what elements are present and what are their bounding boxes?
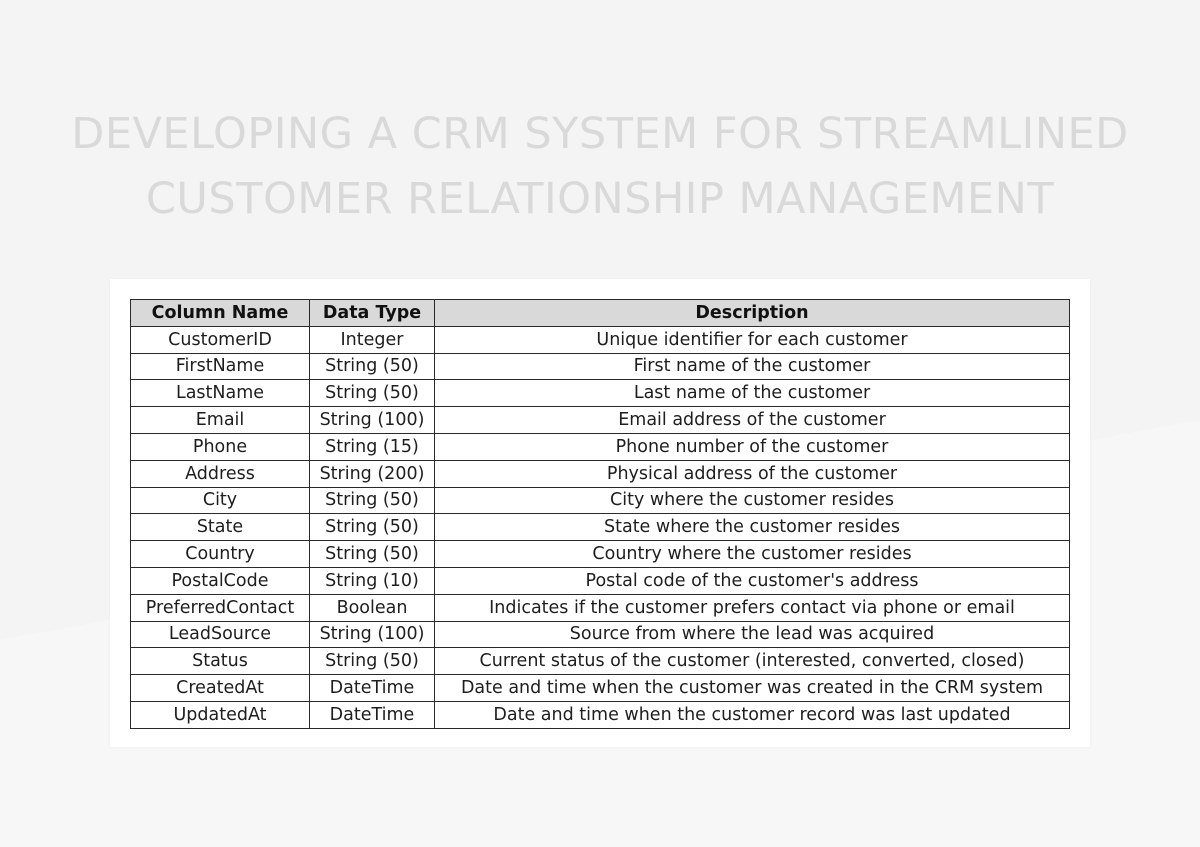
cell-column-name: CustomerID <box>131 326 310 353</box>
cell-column-name: PostalCode <box>131 567 310 594</box>
table-row <box>131 353 1070 380</box>
page-title-line-1: DEVELOPING A CRM SYSTEM FOR STREAMLINED <box>71 109 1129 159</box>
table-row <box>131 326 1070 353</box>
cell-column-name: CreatedAt <box>131 675 310 702</box>
table-row <box>131 648 1070 675</box>
table-row <box>131 380 1070 407</box>
cell-description: Date and time when the customer was created in the CRM system <box>435 675 1070 702</box>
cell-data-type: String (50) <box>310 353 435 380</box>
page-title-line-2: CUSTOMER RELATIONSHIP MANAGEMENT <box>145 174 1055 224</box>
cell-data-type: DateTime <box>310 701 435 728</box>
cell-description: Indicates if the customer prefers contact via phone or email <box>435 594 1070 621</box>
cell-column-name: Email <box>131 407 310 434</box>
cell-column-name: FirstName <box>131 353 310 380</box>
header-data-type: Data Type <box>310 300 435 327</box>
table-row <box>131 460 1070 487</box>
table-row <box>131 701 1070 728</box>
cell-data-type: DateTime <box>310 675 435 702</box>
cell-description: First name of the customer <box>435 353 1070 380</box>
cell-column-name: Status <box>131 648 310 675</box>
cell-description: Phone number of the customer <box>435 433 1070 460</box>
cell-data-type: Integer <box>310 326 435 353</box>
cell-column-name: UpdatedAt <box>131 701 310 728</box>
table-row <box>131 407 1070 434</box>
cell-data-type: String (200) <box>310 460 435 487</box>
cell-column-name: Address <box>131 460 310 487</box>
table-row <box>131 567 1070 594</box>
cell-column-name: LastName <box>131 380 310 407</box>
cell-data-type: String (50) <box>310 514 435 541</box>
cell-description: State where the customer resides <box>435 514 1070 541</box>
table-card <box>110 279 1090 747</box>
crm-schema-table <box>130 299 1070 729</box>
cell-data-type: String (100) <box>310 407 435 434</box>
table-row <box>131 675 1070 702</box>
table-row <box>131 594 1070 621</box>
cell-data-type: String (100) <box>310 621 435 648</box>
cell-column-name: LeadSource <box>131 621 310 648</box>
cell-description: Last name of the customer <box>435 380 1070 407</box>
cell-data-type: String (50) <box>310 648 435 675</box>
cell-description: Physical address of the customer <box>435 460 1070 487</box>
table-row <box>131 621 1070 648</box>
cell-description: Current status of the customer (interested, converted, closed) <box>435 648 1070 675</box>
cell-description: Postal code of the customer's address <box>435 567 1070 594</box>
header-column-name: Column Name <box>131 300 310 327</box>
cell-data-type: Boolean <box>310 594 435 621</box>
cell-description: Date and time when the customer record was last updated <box>435 701 1070 728</box>
cell-column-name: Phone <box>131 433 310 460</box>
cell-column-name: State <box>131 514 310 541</box>
page-title <box>0 102 1200 232</box>
table-row <box>131 433 1070 460</box>
cell-data-type: String (50) <box>310 541 435 568</box>
cell-column-name: City <box>131 487 310 514</box>
cell-data-type: String (15) <box>310 433 435 460</box>
table-header-row <box>131 300 1070 327</box>
cell-column-name: Country <box>131 541 310 568</box>
cell-data-type: String (50) <box>310 487 435 514</box>
cell-data-type: String (10) <box>310 567 435 594</box>
cell-column-name: PreferredContact <box>131 594 310 621</box>
cell-description: Unique identifier for each customer <box>435 326 1070 353</box>
cell-data-type: String (50) <box>310 380 435 407</box>
table-row <box>131 487 1070 514</box>
cell-description: Country where the customer resides <box>435 541 1070 568</box>
table-row <box>131 541 1070 568</box>
table-row <box>131 514 1070 541</box>
cell-description: City where the customer resides <box>435 487 1070 514</box>
cell-description: Source from where the lead was acquired <box>435 621 1070 648</box>
header-description: Description <box>435 300 1070 327</box>
cell-description: Email address of the customer <box>435 407 1070 434</box>
